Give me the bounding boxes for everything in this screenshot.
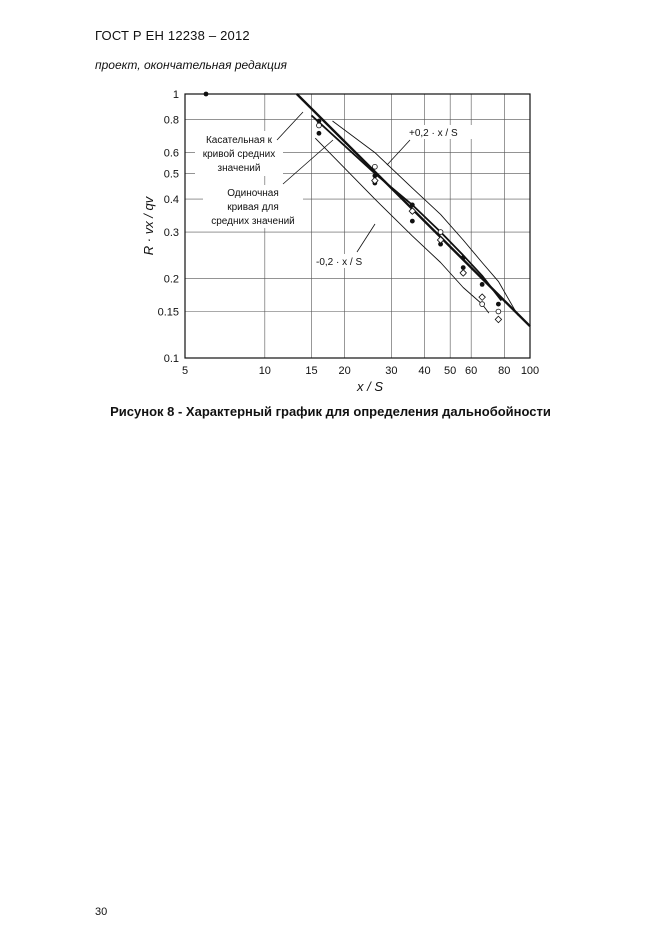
data-point-open <box>372 164 377 169</box>
data-point-open <box>496 309 501 314</box>
annotation-single-curve-line-1: Одиночная <box>227 188 279 199</box>
y-tick-label: 0.15 <box>157 306 179 319</box>
figure-caption: Рисунок 8 - Характерный график для определения дальнобойности <box>110 404 551 419</box>
data-point-open <box>480 302 485 307</box>
x-tick-labels <box>182 365 539 377</box>
x-tick-label: 5 <box>181 365 189 377</box>
y-tick-label: 0.3 <box>163 227 179 240</box>
x-tick-label: 80 <box>498 365 511 377</box>
x-tick-label: 30 <box>385 365 398 377</box>
y-tick-label: 1 <box>172 89 179 101</box>
data-point-filled <box>317 131 322 136</box>
annotation-tangent-line-3: значений <box>217 163 261 174</box>
x-tick-label: 15 <box>305 365 318 377</box>
x-axis-label: x / S <box>356 379 384 394</box>
y-tick-label: 0.1 <box>163 353 179 365</box>
y-tick-label: 0.2 <box>163 273 179 286</box>
data-point-filled <box>410 203 415 208</box>
y-axis-label: R · vx / qv <box>141 196 156 256</box>
y-tick-label: 0.8 <box>163 114 179 127</box>
x-tick-label: 20 <box>338 365 351 377</box>
x-tick-label: 10 <box>258 365 271 377</box>
document-status: проект, окончательная редакция <box>95 58 287 72</box>
data-point-open <box>317 123 322 128</box>
annotation-lower-band-label: -0,2 · x / S <box>316 257 363 268</box>
x-tick-label: 50 <box>444 365 457 377</box>
y-tick-labels <box>158 89 179 365</box>
annotation-tangent-line-1: Касательная к <box>205 135 273 146</box>
y-tick-label: 0.6 <box>163 147 179 160</box>
annotation-single-curve-line-3: средних значений <box>211 216 295 227</box>
document-id: ГОСТ Р ЕН 12238 – 2012 <box>95 28 250 43</box>
x-tick-label: 100 <box>520 365 540 377</box>
x-tick-label: 40 <box>418 365 431 377</box>
y-tick-label: 0.5 <box>163 168 179 181</box>
data-point-filled <box>461 255 466 260</box>
page-number: 30 <box>95 906 108 918</box>
data-point-filled <box>410 219 415 224</box>
y-tick-label: 0.4 <box>163 194 179 207</box>
x-tick-label: 60 <box>465 365 478 377</box>
annotation-upper-band-label: +0,2 · x / S <box>409 128 458 139</box>
data-point-filled <box>480 282 485 287</box>
annotation-single-curve-line-2: кривая для <box>227 202 279 213</box>
annotation-tangent-line-2: кривой средних <box>202 149 276 160</box>
data-point-open <box>438 230 443 235</box>
data-point-filled <box>496 302 501 307</box>
